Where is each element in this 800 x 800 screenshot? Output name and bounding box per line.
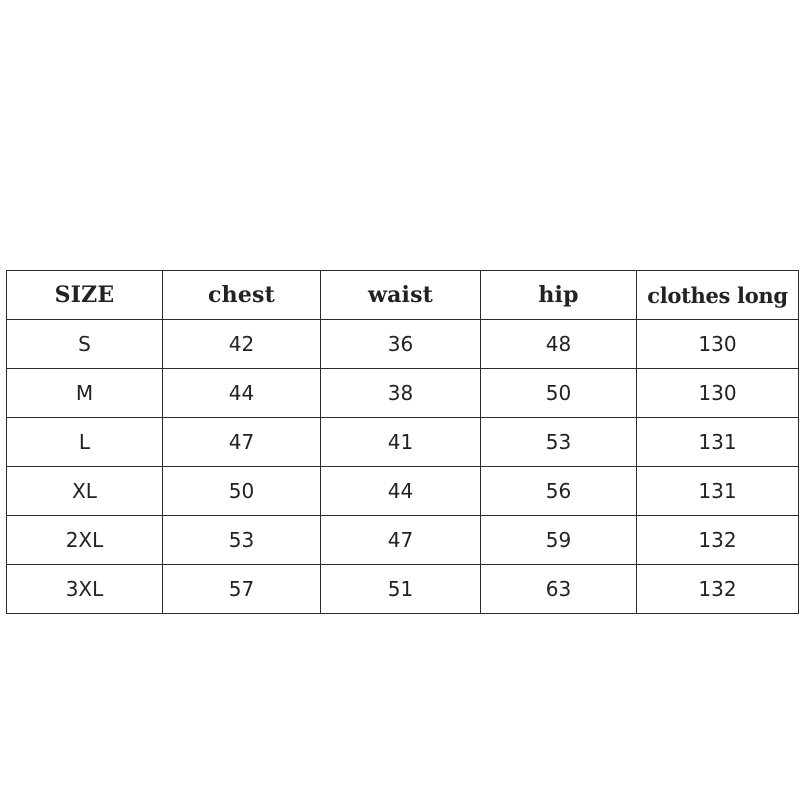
cell-waist: 44 — [321, 467, 481, 516]
header-clothes-long: clothes long — [637, 271, 799, 320]
cell-hip: 59 — [481, 516, 637, 565]
cell-chest: 42 — [163, 320, 321, 369]
cell-size: L — [7, 418, 163, 467]
cell-clothes-long: 130 — [637, 369, 799, 418]
cell-size: 3XL — [7, 565, 163, 614]
table-row — [7, 418, 799, 467]
size-chart-table — [6, 270, 799, 614]
table-row — [7, 369, 799, 418]
cell-clothes-long: 131 — [637, 467, 799, 516]
cell-size: S — [7, 320, 163, 369]
header-waist: waist — [321, 271, 481, 320]
header-row — [7, 271, 799, 320]
cell-chest: 53 — [163, 516, 321, 565]
cell-hip: 50 — [481, 369, 637, 418]
table-row — [7, 516, 799, 565]
header-chest: chest — [163, 271, 321, 320]
cell-chest: 47 — [163, 418, 321, 467]
header-hip: hip — [481, 271, 637, 320]
table-header — [7, 271, 799, 320]
table-row — [7, 467, 799, 516]
cell-chest: 57 — [163, 565, 321, 614]
cell-waist: 38 — [321, 369, 481, 418]
cell-clothes-long: 132 — [637, 565, 799, 614]
cell-hip: 56 — [481, 467, 637, 516]
cell-size: XL — [7, 467, 163, 516]
cell-size: 2XL — [7, 516, 163, 565]
table-row — [7, 320, 799, 369]
cell-size: M — [7, 369, 163, 418]
cell-clothes-long: 132 — [637, 516, 799, 565]
header-size: SIZE — [7, 271, 163, 320]
cell-hip: 48 — [481, 320, 637, 369]
cell-chest: 50 — [163, 467, 321, 516]
cell-chest: 44 — [163, 369, 321, 418]
cell-waist: 36 — [321, 320, 481, 369]
table-body — [7, 320, 799, 614]
table-row — [7, 565, 799, 614]
cell-hip: 63 — [481, 565, 637, 614]
cell-clothes-long: 130 — [637, 320, 799, 369]
cell-waist: 51 — [321, 565, 481, 614]
cell-waist: 47 — [321, 516, 481, 565]
cell-waist: 41 — [321, 418, 481, 467]
cell-hip: 53 — [481, 418, 637, 467]
cell-clothes-long: 131 — [637, 418, 799, 467]
